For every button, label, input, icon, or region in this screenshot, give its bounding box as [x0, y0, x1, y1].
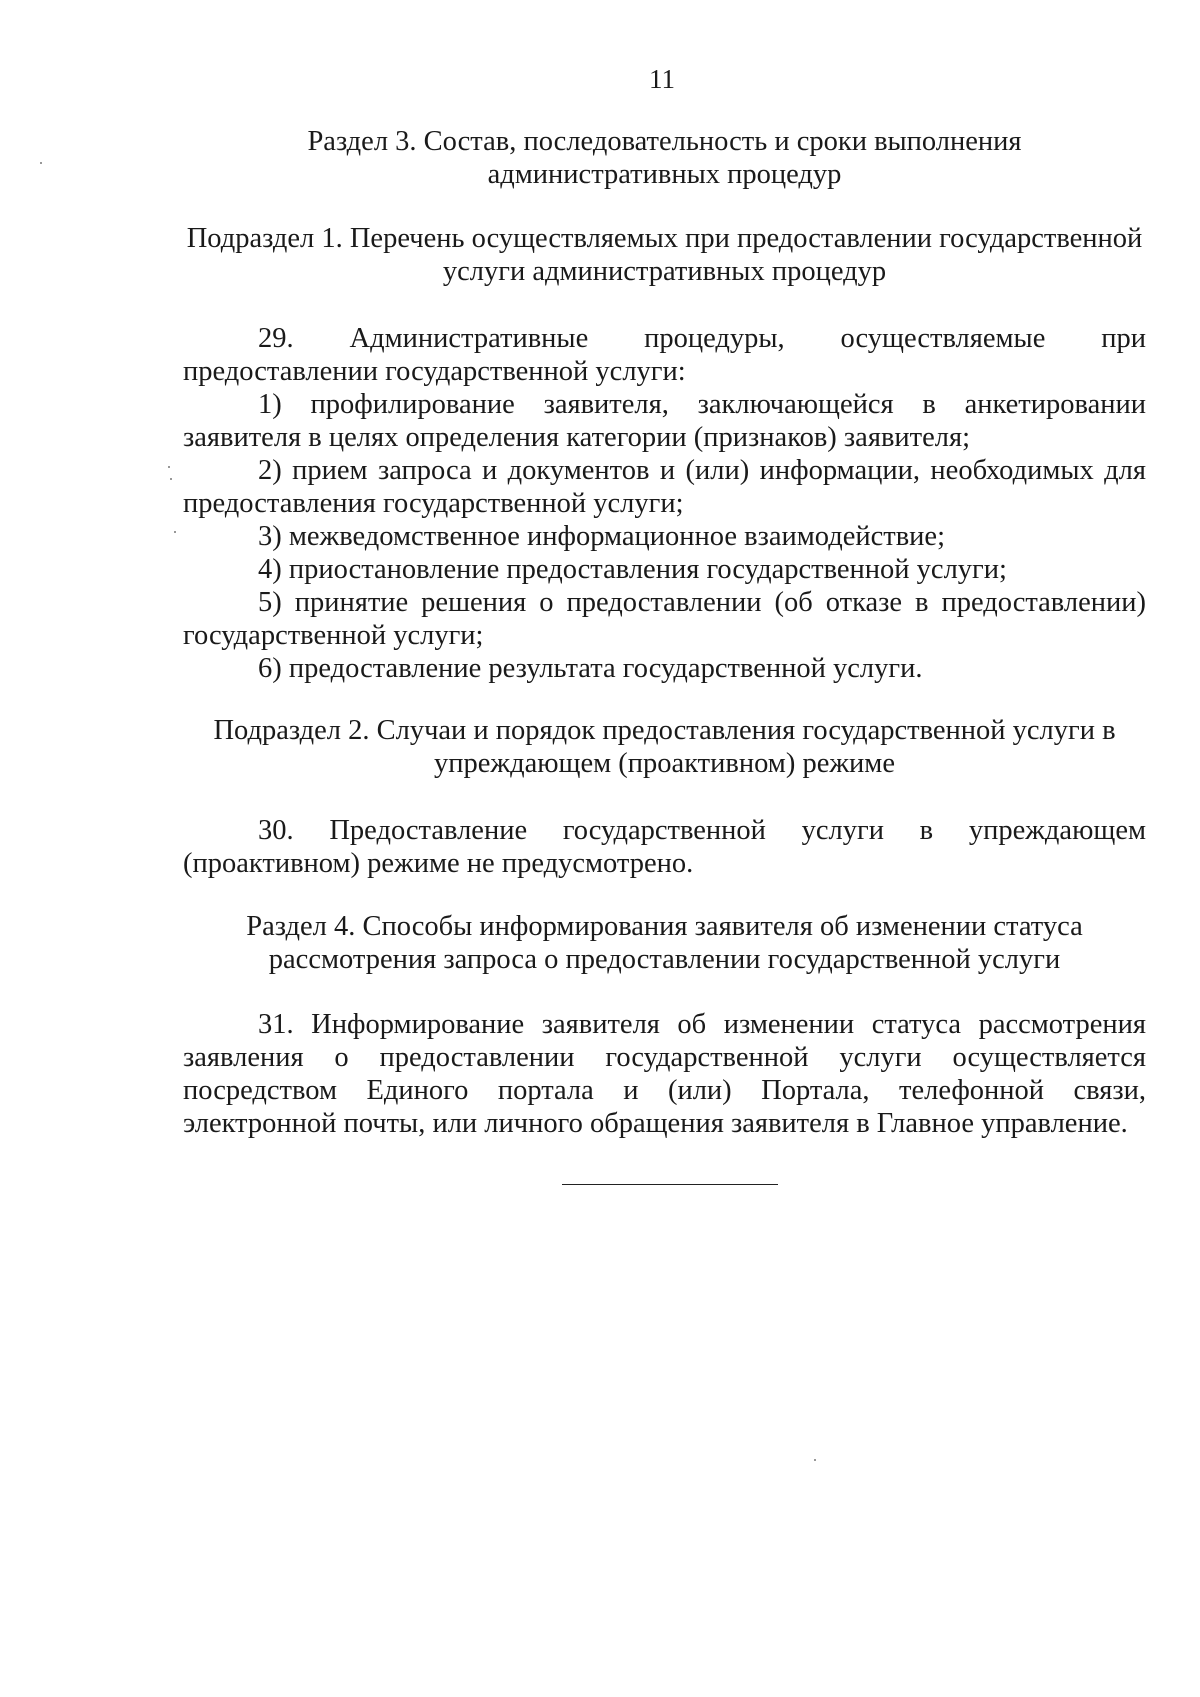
- scan-speck: [40, 162, 42, 164]
- item29-list-item: 5) принятие решения о предоставлении (об отказе в предоставлении) государственной услуги;: [183, 587, 1146, 651]
- subsection2-heading: [183, 714, 1146, 780]
- item29-list-item: 2) прием запроса и документов и (или) информации, необходимых для предоставления государственной услуги;: [183, 455, 1146, 519]
- item31-block: [183, 1008, 1146, 1140]
- item29-list-item: 4) приостановление предоставления государственной услуги;: [258, 554, 1007, 585]
- item29-list-item: 1) профилирование заявителя, заключающейся в анкетировании заявителя в целях определения категории (признаков) заявителя;: [183, 389, 1146, 453]
- subsection2-heading-line2: упреждающем (проактивном) режиме: [434, 748, 895, 779]
- subsection1-heading-line2: услуги административных процедур: [442, 256, 887, 287]
- subsection1-heading-line1: Подраздел 1. Перечень осуществляемых при предоставлении государственной: [186, 223, 1143, 254]
- item29-block: [183, 322, 1146, 685]
- item29-list-item: 6) предоставление результата государственной услуги.: [258, 653, 923, 684]
- section3-heading-line1: Раздел 3. Состав, последовательность и сроки выполнения: [307, 126, 1022, 157]
- item30-block: [183, 814, 1146, 880]
- section3-heading: [183, 125, 1146, 191]
- scan-speck: [174, 531, 176, 533]
- section4-heading: [183, 910, 1146, 976]
- item30-text: 30. Предоставление государственной услуги в упреждающем (проактивном) режиме не предусмотрено.: [183, 815, 1146, 879]
- item29-intro: 29. Административные процедуры, осуществляемые при предоставлении государственной услуги:: [183, 323, 1146, 387]
- item31-text: 31. Информирование заявителя об изменении статуса рассмотрения заявления о предоставлении государственной услуги осуществляется посредством Единого портала и (или) Портала, телефонной связи, электронной почты, или личного обращения заявителя в Главное управление.: [183, 1009, 1146, 1139]
- scan-speck: [168, 466, 170, 468]
- section3-heading-line2: административных процедур: [487, 159, 842, 190]
- page-number: 11: [649, 64, 675, 94]
- section4-heading-line2: рассмотрения запроса о предоставлении государственной услуги: [268, 944, 1061, 975]
- section4-heading-line1: Раздел 4. Способы информирования заявителя об изменении статуса: [246, 911, 1083, 942]
- item29-list-item: 3) межведомственное информационное взаимодействие;: [258, 521, 945, 552]
- scan-speck: [170, 478, 172, 480]
- subsection1-heading: [183, 222, 1146, 288]
- subsection2-heading-line1: Подраздел 2. Случаи и порядок предоставления государственной услуги в: [213, 715, 1116, 746]
- scan-speck: [814, 1459, 816, 1461]
- end-divider-line: [562, 1184, 778, 1185]
